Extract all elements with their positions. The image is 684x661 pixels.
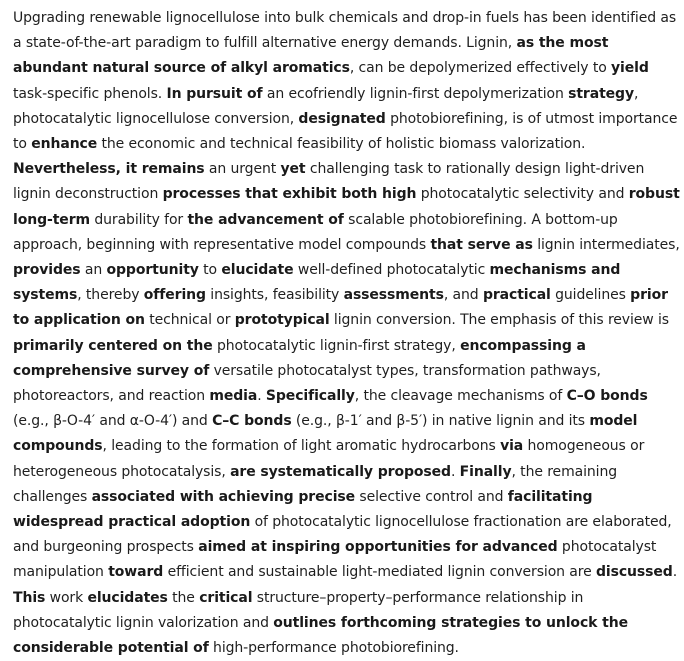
emphasized-phrase: provides [13,262,81,279]
emphasized-phrase: critical [199,589,253,606]
emphasized-phrase: yet [280,161,306,178]
emphasized-phrase: toward [108,564,164,581]
text-run: homogeneous or heterogeneous photocatalysis, [13,438,645,480]
text-run: lignin intermediates, [532,236,680,253]
text-run: durability for [90,211,188,228]
abstract-paragraph [13,6,684,661]
emphasized-phrase: discussed [595,564,673,581]
text-run: . [257,388,266,405]
emphasized-phrase: via [500,438,524,455]
text-run: (e.g., β-O-4′ and α-O-4′) and [13,413,213,430]
emphasized-phrase: prototypical [234,312,330,329]
text-run: structure–property–performance relationship in photocatalytic lignin valorization and [13,589,584,631]
text-run: well-defined photocatalytic [293,262,490,279]
emphasized-phrase: This [13,589,46,606]
emphasized-phrase: assessments [343,287,444,304]
emphasized-phrase: are systematically proposed [230,463,451,480]
text-run: , and [443,287,483,304]
text-run: an [80,262,107,279]
emphasized-phrase: Nevertheless, it remains [13,161,205,178]
emphasized-phrase: primarily centered on the [13,337,213,354]
text-run: Upgrading renewable lignocellulose into bulk chemicals and drop-in fuels has been identified as a state-of-the-art paradigm to fulfill alternative energy demands. Lignin, [13,10,677,52]
text-run: . [450,463,460,480]
emphasized-phrase: enhance [31,136,98,153]
text-run: the economic and technical feasibility of holistic biomass valorization. [97,136,586,153]
text-run: , the remaining challenges [13,463,618,505]
text-run: selective control and [355,488,508,505]
emphasized-phrase: prior to application on [13,287,668,329]
emphasized-phrase: elucidates [87,589,168,606]
text-run: , the cleavage mechanisms of [354,388,567,405]
text-run: scalable photobiorefining. A bottom-up approach, beginning with representative model compounds [13,211,618,253]
emphasized-phrase: model compounds [13,413,638,455]
text-run: of photocatalytic lignocellulose fractionation are elaborated, and burgeoning prospects [13,514,672,556]
text-run: , photocatalytic lignocellulose conversion, [13,85,639,127]
emphasized-phrase: C–C bonds [212,413,292,430]
emphasized-phrase: C–O bonds [566,388,648,405]
text-run: (e.g., β-1′ and β-5′) in native lignin and its [291,413,590,430]
emphasized-phrase: that serve as [430,236,533,253]
emphasized-phrase: processes that exhibit both high [162,186,417,203]
text-run: . [672,564,678,581]
emphasized-phrase: strategy [568,85,635,102]
emphasized-phrase: offering [143,287,206,304]
text-run: photocatalyst manipulation [13,539,657,581]
text-run: lignin conversion. The emphasis of this review is [329,312,669,329]
emphasized-phrase: associated with achieving precise [91,488,356,505]
emphasized-phrase: Specifically [265,388,355,405]
emphasized-phrase: encompassing a comprehensive survey of [13,337,586,379]
text-run: , thereby [77,287,144,304]
text-run: photocatalytic lignin-first strategy, [212,337,461,354]
text-run: photocatalytic selectivity and [416,186,629,203]
emphasized-phrase: In pursuit of [166,85,263,102]
text-run: , leading to the formation of light aromatic hydrocarbons [102,438,501,455]
text-run: insights, feasibility [205,287,344,304]
emphasized-phrase: practical [482,287,551,304]
emphasized-phrase: Finally [459,463,512,480]
emphasized-phrase: designated [298,110,386,127]
text-run: work [45,589,88,606]
emphasized-phrase: opportunity [106,262,199,279]
text-run: guidelines [550,287,631,304]
text-run: task-specific phenols. [13,85,167,102]
emphasized-phrase: as the most abundant natural source of alkyl aromatics [13,35,609,77]
emphasized-phrase: mechanisms and systems [13,262,621,304]
text-run: the [167,589,200,606]
text-run: , can be depolymerized effectively to [349,60,612,77]
text-run: efficient and sustainable light-mediated lignin conversion are [163,564,596,581]
text-run: challenging task to rationally design light-driven lignin deconstruction [13,161,645,203]
emphasized-phrase: the advancement of [187,211,344,228]
text-run: an urgent [204,161,281,178]
text-run: photobiorefining, is of utmost importance to [13,110,678,153]
text-run: high-performance photobiorefining. [208,640,459,657]
emphasized-phrase: facilitating widespread practical adoption [13,488,593,531]
text-run: an ecofriendly lignin-first depolymerization [262,85,569,102]
emphasized-phrase: robust long-term [13,186,680,228]
emphasized-phrase: yield [611,60,649,77]
text-run: to [198,262,222,279]
emphasized-phrase: aimed at inspiring opportunities for advanced [198,539,558,556]
text-run: versatile photocatalyst types, transformation pathways, photoreactors, and reaction [13,362,601,405]
emphasized-phrase: outlines forthcoming strategies to unlock the considerable potential of [13,614,628,657]
text-run: technical or [144,312,235,329]
emphasized-phrase: elucidate [221,262,294,279]
emphasized-phrase: media [209,388,258,405]
